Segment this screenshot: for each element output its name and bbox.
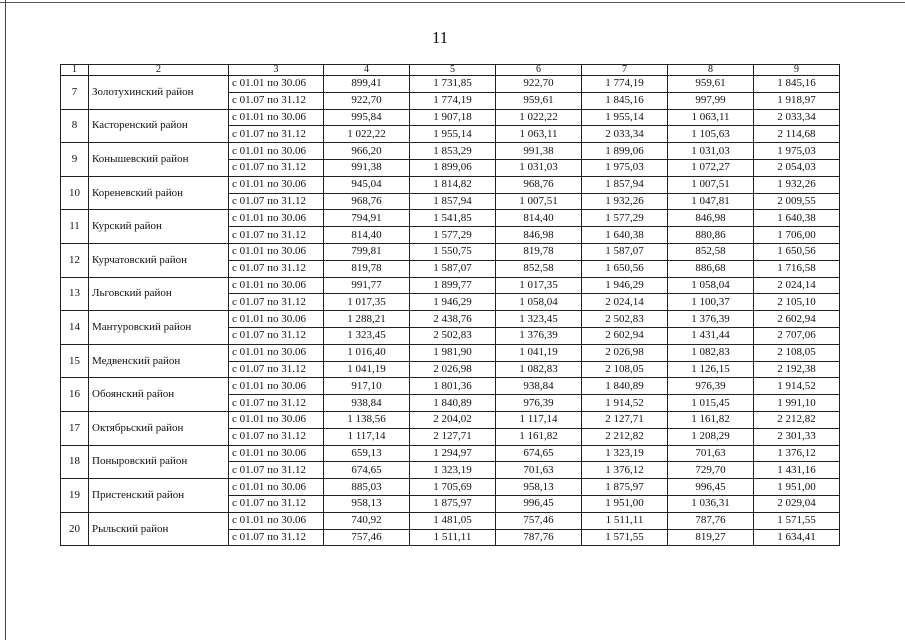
value-cell: 945,04 [324,176,410,193]
value-cell: 996,45 [668,479,754,496]
value-cell: 1 571,55 [754,512,840,529]
row-index: 7 [61,76,89,110]
row-index: 15 [61,344,89,378]
table-row [61,143,840,160]
table-row [61,176,840,193]
table-row [61,411,840,428]
value-cell: 1 041,19 [324,361,410,378]
value-cell: 1 036,31 [668,495,754,512]
value-cell: 2 127,71 [410,428,496,445]
value-cell: 1 801,36 [410,378,496,395]
period-cell: с 01.01 по 30.06 [229,344,324,361]
value-cell: 1 323,45 [496,311,582,328]
value-cell: 1 899,06 [410,159,496,176]
value-cell: 1 072,27 [668,159,754,176]
value-cell: 1 907,18 [410,109,496,126]
row-index: 14 [61,311,89,345]
value-cell: 2 024,14 [582,294,668,311]
value-cell: 1 951,00 [582,495,668,512]
table-row [61,378,840,395]
value-cell: 701,63 [496,462,582,479]
value-cell: 799,81 [324,243,410,260]
value-cell: 1 875,97 [582,479,668,496]
value-cell: 1 376,12 [754,445,840,462]
value-cell: 729,70 [668,462,754,479]
value-cell: 1 932,26 [582,193,668,210]
value-cell: 1 063,11 [496,126,582,143]
value-cell: 1 634,41 [754,529,840,546]
value-cell: 997,99 [668,92,754,109]
value-cell: 2 204,02 [410,411,496,428]
value-cell: 1 774,19 [582,76,668,93]
value-cell: 852,58 [668,243,754,260]
value-cell: 1 105,63 [668,126,754,143]
value-cell: 2 127,71 [582,411,668,428]
value-cell: 880,86 [668,227,754,244]
value-cell: 757,46 [324,529,410,546]
table-row [61,210,840,227]
period-cell: с 01.07 по 31.12 [229,395,324,412]
value-cell: 1 058,04 [496,294,582,311]
district-name: Курчатовский район [89,243,229,277]
district-name: Курский район [89,210,229,244]
value-cell: 2 033,34 [754,109,840,126]
period-cell: с 01.01 по 30.06 [229,243,324,260]
value-cell: 846,98 [496,227,582,244]
district-name: Касторенский район [89,109,229,143]
value-cell: 1 323,45 [324,327,410,344]
value-cell: 1 431,44 [668,327,754,344]
period-cell: с 01.01 по 30.06 [229,445,324,462]
value-cell: 2 108,05 [754,344,840,361]
top-border-line [0,2,905,3]
value-cell: 1 481,05 [410,512,496,529]
value-cell: 1 587,07 [410,260,496,277]
table-row [61,311,840,328]
period-cell: с 01.01 по 30.06 [229,143,324,160]
value-cell: 1 022,22 [324,126,410,143]
value-cell: 922,70 [496,76,582,93]
value-cell: 1 975,03 [754,143,840,160]
column-header: 1 [61,65,89,76]
period-cell: с 01.07 по 31.12 [229,193,324,210]
value-cell: 1 840,89 [410,395,496,412]
value-cell: 1 705,69 [410,479,496,496]
table-row [61,277,840,294]
table-row [61,243,840,260]
value-cell: 2 114,68 [754,126,840,143]
value-cell: 1 577,29 [410,227,496,244]
value-cell: 1 126,15 [668,361,754,378]
period-cell: с 01.07 по 31.12 [229,327,324,344]
value-cell: 1 031,03 [496,159,582,176]
period-cell: с 01.01 по 30.06 [229,512,324,529]
value-cell: 885,03 [324,479,410,496]
value-cell: 659,13 [324,445,410,462]
period-cell: с 01.07 по 31.12 [229,361,324,378]
value-cell: 701,63 [668,445,754,462]
value-cell: 1 294,97 [410,445,496,462]
value-cell: 814,40 [324,227,410,244]
row-index: 12 [61,243,89,277]
value-cell: 1 774,19 [410,92,496,109]
value-cell: 1 058,04 [668,277,754,294]
value-cell: 2 105,10 [754,294,840,311]
table-row [61,76,840,93]
value-cell: 1 577,29 [582,210,668,227]
value-cell: 976,39 [668,378,754,395]
row-index: 8 [61,109,89,143]
period-cell: с 01.01 по 30.06 [229,311,324,328]
value-cell: 1 932,26 [754,176,840,193]
row-index: 11 [61,210,89,244]
value-cell: 787,76 [496,529,582,546]
value-cell: 1 857,94 [410,193,496,210]
district-name: Золотухинский район [89,76,229,110]
period-cell: с 01.07 по 31.12 [229,294,324,311]
value-cell: 1 016,40 [324,344,410,361]
table-row [61,445,840,462]
value-cell: 852,58 [496,260,582,277]
value-cell: 1 918,97 [754,92,840,109]
table-row [61,512,840,529]
value-cell: 976,39 [496,395,582,412]
value-cell: 958,13 [496,479,582,496]
value-cell: 1 716,58 [754,260,840,277]
left-border-line [5,0,6,640]
period-cell: с 01.07 по 31.12 [229,159,324,176]
value-cell: 1 376,39 [496,327,582,344]
value-cell: 1 951,00 [754,479,840,496]
value-cell: 1 100,37 [668,294,754,311]
value-cell: 1 914,52 [754,378,840,395]
value-cell: 674,65 [496,445,582,462]
district-name: Октябрьский район [89,411,229,445]
period-cell: с 01.07 по 31.12 [229,428,324,445]
value-cell: 2 602,94 [582,327,668,344]
row-index: 13 [61,277,89,311]
value-cell: 819,27 [668,529,754,546]
value-cell: 1 571,55 [582,529,668,546]
district-name: Мантуровский район [89,311,229,345]
value-cell: 966,20 [324,143,410,160]
value-cell: 2 602,94 [754,311,840,328]
value-cell: 2 108,05 [582,361,668,378]
row-index: 19 [61,479,89,513]
value-cell: 991,38 [324,159,410,176]
value-cell: 991,38 [496,143,582,160]
value-cell: 757,46 [496,512,582,529]
value-cell: 740,92 [324,512,410,529]
value-cell: 2 502,83 [582,311,668,328]
value-cell: 1 041,19 [496,344,582,361]
district-name: Льговский район [89,277,229,311]
value-cell: 1 022,22 [496,109,582,126]
value-cell: 922,70 [324,92,410,109]
value-cell: 1 975,03 [582,159,668,176]
value-cell: 1 840,89 [582,378,668,395]
period-cell: с 01.07 по 31.12 [229,529,324,546]
value-cell: 2 212,82 [754,411,840,428]
row-index: 16 [61,378,89,412]
value-cell: 1 640,38 [754,210,840,227]
period-cell: с 01.01 по 30.06 [229,479,324,496]
row-index: 20 [61,512,89,546]
value-cell: 938,84 [324,395,410,412]
column-header: 2 [89,65,229,76]
value-cell: 2 029,04 [754,495,840,512]
value-cell: 959,61 [496,92,582,109]
value-cell: 2 009,55 [754,193,840,210]
value-cell: 1 955,14 [410,126,496,143]
value-cell: 886,68 [668,260,754,277]
row-index: 9 [61,143,89,177]
value-cell: 1 899,06 [582,143,668,160]
row-index: 18 [61,445,89,479]
value-cell: 1 640,38 [582,227,668,244]
value-cell: 1 323,19 [410,462,496,479]
value-cell: 2 212,82 [582,428,668,445]
value-cell: 1 875,97 [410,495,496,512]
value-cell: 1 082,83 [668,344,754,361]
value-cell: 1 981,90 [410,344,496,361]
value-cell: 819,78 [496,243,582,260]
value-cell: 938,84 [496,378,582,395]
value-cell: 2 024,14 [754,277,840,294]
value-cell: 1 853,29 [410,143,496,160]
period-cell: с 01.01 по 30.06 [229,378,324,395]
district-name: Поныровский район [89,445,229,479]
value-cell: 968,76 [496,176,582,193]
column-header: 8 [668,65,754,76]
value-cell: 674,65 [324,462,410,479]
value-cell: 917,10 [324,378,410,395]
value-cell: 1 650,56 [754,243,840,260]
value-cell: 1 288,21 [324,311,410,328]
value-cell: 899,41 [324,76,410,93]
table-row [61,479,840,496]
value-cell: 1 063,11 [668,109,754,126]
period-cell: с 01.01 по 30.06 [229,176,324,193]
value-cell: 1 007,51 [668,176,754,193]
value-cell: 2 301,33 [754,428,840,445]
value-cell: 846,98 [668,210,754,227]
value-cell: 814,40 [496,210,582,227]
value-cell: 1 946,29 [582,277,668,294]
column-header: 7 [582,65,668,76]
value-cell: 2 438,76 [410,311,496,328]
value-cell: 2 502,83 [410,327,496,344]
period-cell: с 01.01 по 30.06 [229,109,324,126]
value-cell: 1 899,77 [410,277,496,294]
value-cell: 1 914,52 [582,395,668,412]
value-cell: 1 323,19 [582,445,668,462]
table-header-row [61,65,840,76]
value-cell: 968,76 [324,193,410,210]
period-cell: с 01.01 по 30.06 [229,277,324,294]
value-cell: 1 117,14 [496,411,582,428]
period-cell: с 01.01 по 30.06 [229,76,324,93]
value-cell: 1 161,82 [668,411,754,428]
value-cell: 1 857,94 [582,176,668,193]
column-header: 9 [754,65,840,76]
value-cell: 1 511,11 [582,512,668,529]
value-cell: 1 511,11 [410,529,496,546]
value-cell: 958,13 [324,495,410,512]
district-name: Кореневский район [89,176,229,210]
value-cell: 1 015,45 [668,395,754,412]
period-cell: с 01.01 по 30.06 [229,411,324,428]
value-cell: 959,61 [668,76,754,93]
value-cell: 1 650,56 [582,260,668,277]
value-cell: 1 376,12 [582,462,668,479]
page-number: 11 [431,28,449,47]
value-cell: 1 376,39 [668,311,754,328]
period-cell: с 01.07 по 31.12 [229,462,324,479]
column-header: 5 [410,65,496,76]
value-cell: 787,76 [668,512,754,529]
value-cell: 1 017,35 [496,277,582,294]
value-cell: 1 550,75 [410,243,496,260]
period-cell: с 01.07 по 31.12 [229,260,324,277]
value-cell: 1 706,00 [754,227,840,244]
district-name: Медвенский район [89,344,229,378]
district-name: Обоянский район [89,378,229,412]
value-cell: 1 991,10 [754,395,840,412]
value-cell: 1 082,83 [496,361,582,378]
value-cell: 1 047,81 [668,193,754,210]
value-cell: 2 192,38 [754,361,840,378]
value-cell: 1 955,14 [582,109,668,126]
period-cell: с 01.07 по 31.12 [229,495,324,512]
value-cell: 2 054,03 [754,159,840,176]
period-cell: с 01.07 по 31.12 [229,92,324,109]
district-name: Конышевский район [89,143,229,177]
district-name: Пристенский район [89,479,229,513]
column-header: 3 [229,65,324,76]
value-cell: 1 117,14 [324,428,410,445]
value-cell: 996,45 [496,495,582,512]
value-cell: 1 946,29 [410,294,496,311]
value-cell: 794,91 [324,210,410,227]
period-cell: с 01.07 по 31.12 [229,126,324,143]
table-row [61,109,840,126]
row-index: 10 [61,176,89,210]
value-cell: 2 033,34 [582,126,668,143]
value-cell: 2 707,06 [754,327,840,344]
value-cell: 2 026,98 [582,344,668,361]
value-cell: 1 845,16 [582,92,668,109]
table-body [61,76,840,546]
value-cell: 1 845,16 [754,76,840,93]
value-cell: 995,84 [324,109,410,126]
value-cell: 1 208,29 [668,428,754,445]
period-cell: с 01.01 по 30.06 [229,210,324,227]
district-name: Рыльский район [89,512,229,546]
column-header: 6 [496,65,582,76]
value-cell: 1 031,03 [668,143,754,160]
value-cell: 1 431,16 [754,462,840,479]
value-cell: 1 161,82 [496,428,582,445]
value-cell: 1 814,82 [410,176,496,193]
value-cell: 1 541,85 [410,210,496,227]
value-cell: 819,78 [324,260,410,277]
tariff-table [60,64,840,546]
value-cell: 1 017,35 [324,294,410,311]
value-cell: 1 138,56 [324,411,410,428]
value-cell: 1 731,85 [410,76,496,93]
table-row [61,344,840,361]
value-cell: 1 587,07 [582,243,668,260]
row-index: 17 [61,411,89,445]
value-cell: 991,77 [324,277,410,294]
value-cell: 1 007,51 [496,193,582,210]
period-cell: с 01.07 по 31.12 [229,227,324,244]
value-cell: 2 026,98 [410,361,496,378]
column-header: 4 [324,65,410,76]
